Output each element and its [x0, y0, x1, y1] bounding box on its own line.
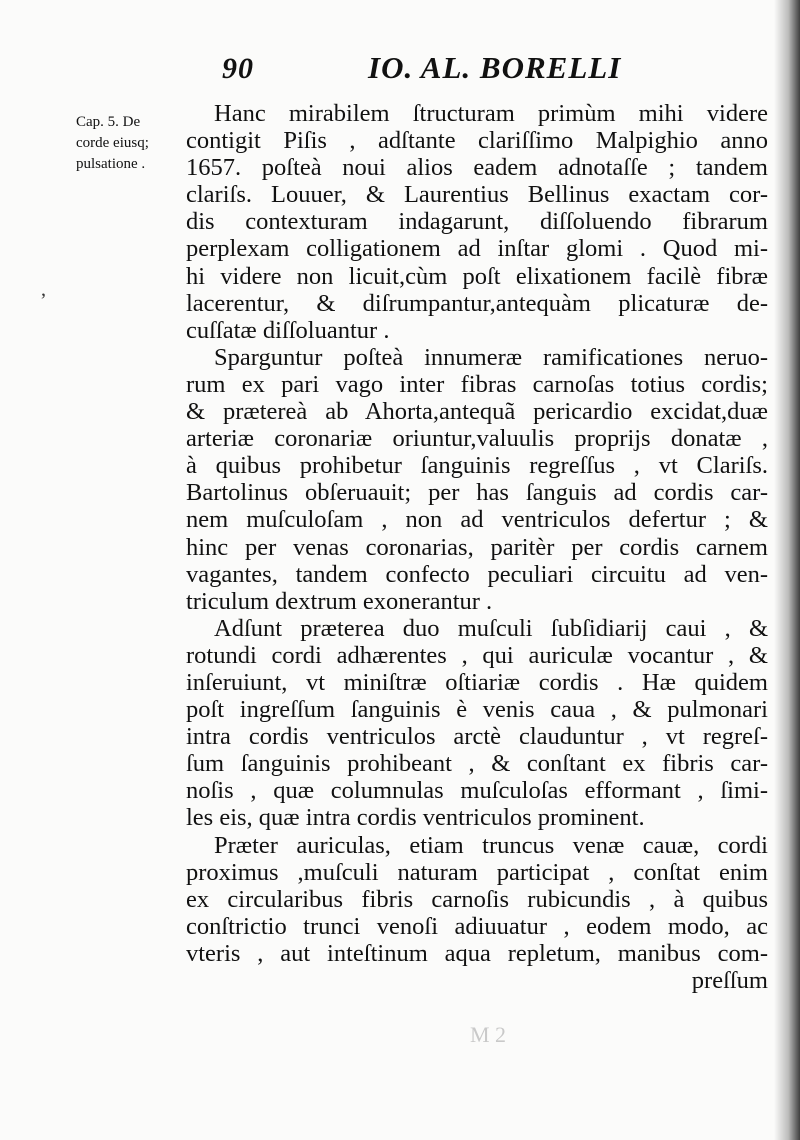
text-line: Sparguntur poſteà innumeræ ramificationes neruo- [214, 343, 768, 371]
text-line: proximus ,muſculi naturam participat , conſtat enim [186, 858, 768, 886]
text-line: Hanc mirabilem ſtructuram primùm mihi videre [214, 100, 768, 127]
text-line: Adſunt præterea duo muſculi ſubſidiarij caui , & [214, 614, 768, 642]
text-line: hinc per venas coronarias, paritèr per cordis carnem [186, 533, 768, 561]
text-line: hi videre non licuit,cùm poſt elixationem facilè fibræ [186, 262, 768, 290]
margin-sidenote [76, 112, 184, 175]
text-line: perplexam colligationem ad inſtar glomi . Quod mi- [186, 235, 768, 263]
text-line: cuſſatæ diſſoluantur . [186, 316, 390, 344]
binding-shadow [774, 0, 800, 1140]
text-line: nem muſculoſam , non ad ventriculos defertur ; & [186, 506, 768, 534]
text-line: à quibus prohibetur ſanguinis regreſſus , vt Clariſs. [186, 452, 768, 480]
text-line: arteriæ coronariæ oriuntur,valuulis proprijs donatæ , [186, 425, 768, 453]
text-line: vteris , aut inteſtinum aqua repletum, manibus com- [186, 939, 768, 967]
text-line: 1657. poſteà noui alios eadem adnotaſſe ; tandem [186, 154, 768, 182]
text-line: & prætereà ab Ahorta,antequã pericardio excidat,duæ [186, 398, 768, 426]
text-line: vagantes, tandem confecto peculiari circuitu ad ven- [186, 560, 768, 588]
text-line: clariſs. Louuer, & Laurentius Bellinus exactam cor- [186, 181, 768, 209]
signature-mark: M 2 [470, 1022, 507, 1047]
text-line: triculum dextrum exonerantur . [186, 587, 493, 615]
margin-mark: ʼ [40, 290, 47, 312]
text-line: lacerentur, & diſrumpantur,antequàm plicaturæ de- [186, 289, 768, 317]
text-line: dis contexturam indagarunt, diſſoluendo fibrarum [186, 208, 768, 236]
text-line: les eis, quæ intra cordis ventriculos prominent. [186, 804, 645, 832]
body-text [186, 100, 768, 994]
text-line: inſeruiunt, vt miniſtræ oſtiariæ cordis . Hæ quidem [186, 668, 768, 696]
text-line: Bartolinus obſeruauit; per has ſanguis ad cordis car- [186, 479, 768, 507]
text-line: ſum ſanguinis prohibeant , & conſtant ex fibris car- [186, 750, 768, 778]
text-line: poſt ingreſſum ſanguinis è venis caua , & pulmonari [186, 696, 768, 724]
running-head: IO. AL. BORELLI [368, 50, 622, 85]
text-line: contigit Piſis , adſtante clariſſimo Malpighio anno [186, 127, 768, 155]
sidenote-line: corde eiusq; [76, 135, 149, 151]
sidenote-line: pulsatione . [76, 156, 146, 172]
sidenote-line: Cap. 5. De [76, 114, 141, 130]
text-line: rum ex pari vago inter fibras carnoſas totius cordis; [186, 370, 768, 398]
text-line: conſtrictio trunci venoſi adiuuatur , eodem modo, ac [186, 912, 768, 940]
text-line: rotundi cordi adhærentes , qui auriculæ vocantur , & [186, 641, 768, 669]
page-number: 90 [222, 52, 254, 85]
text-line: intra cordis ventriculos arctè clauduntur , vt regreſ- [186, 723, 768, 751]
text-line: ex circularibus fibris carnoſis rubicundis , à quibus [186, 885, 768, 913]
text-line: noſis , quæ columnulas muſculoſas efformant , ſimi- [186, 777, 768, 805]
catchword: preſſum [691, 967, 768, 994]
text-line: Præter auriculas, etiam truncus venæ cauæ, cordi [214, 831, 768, 859]
